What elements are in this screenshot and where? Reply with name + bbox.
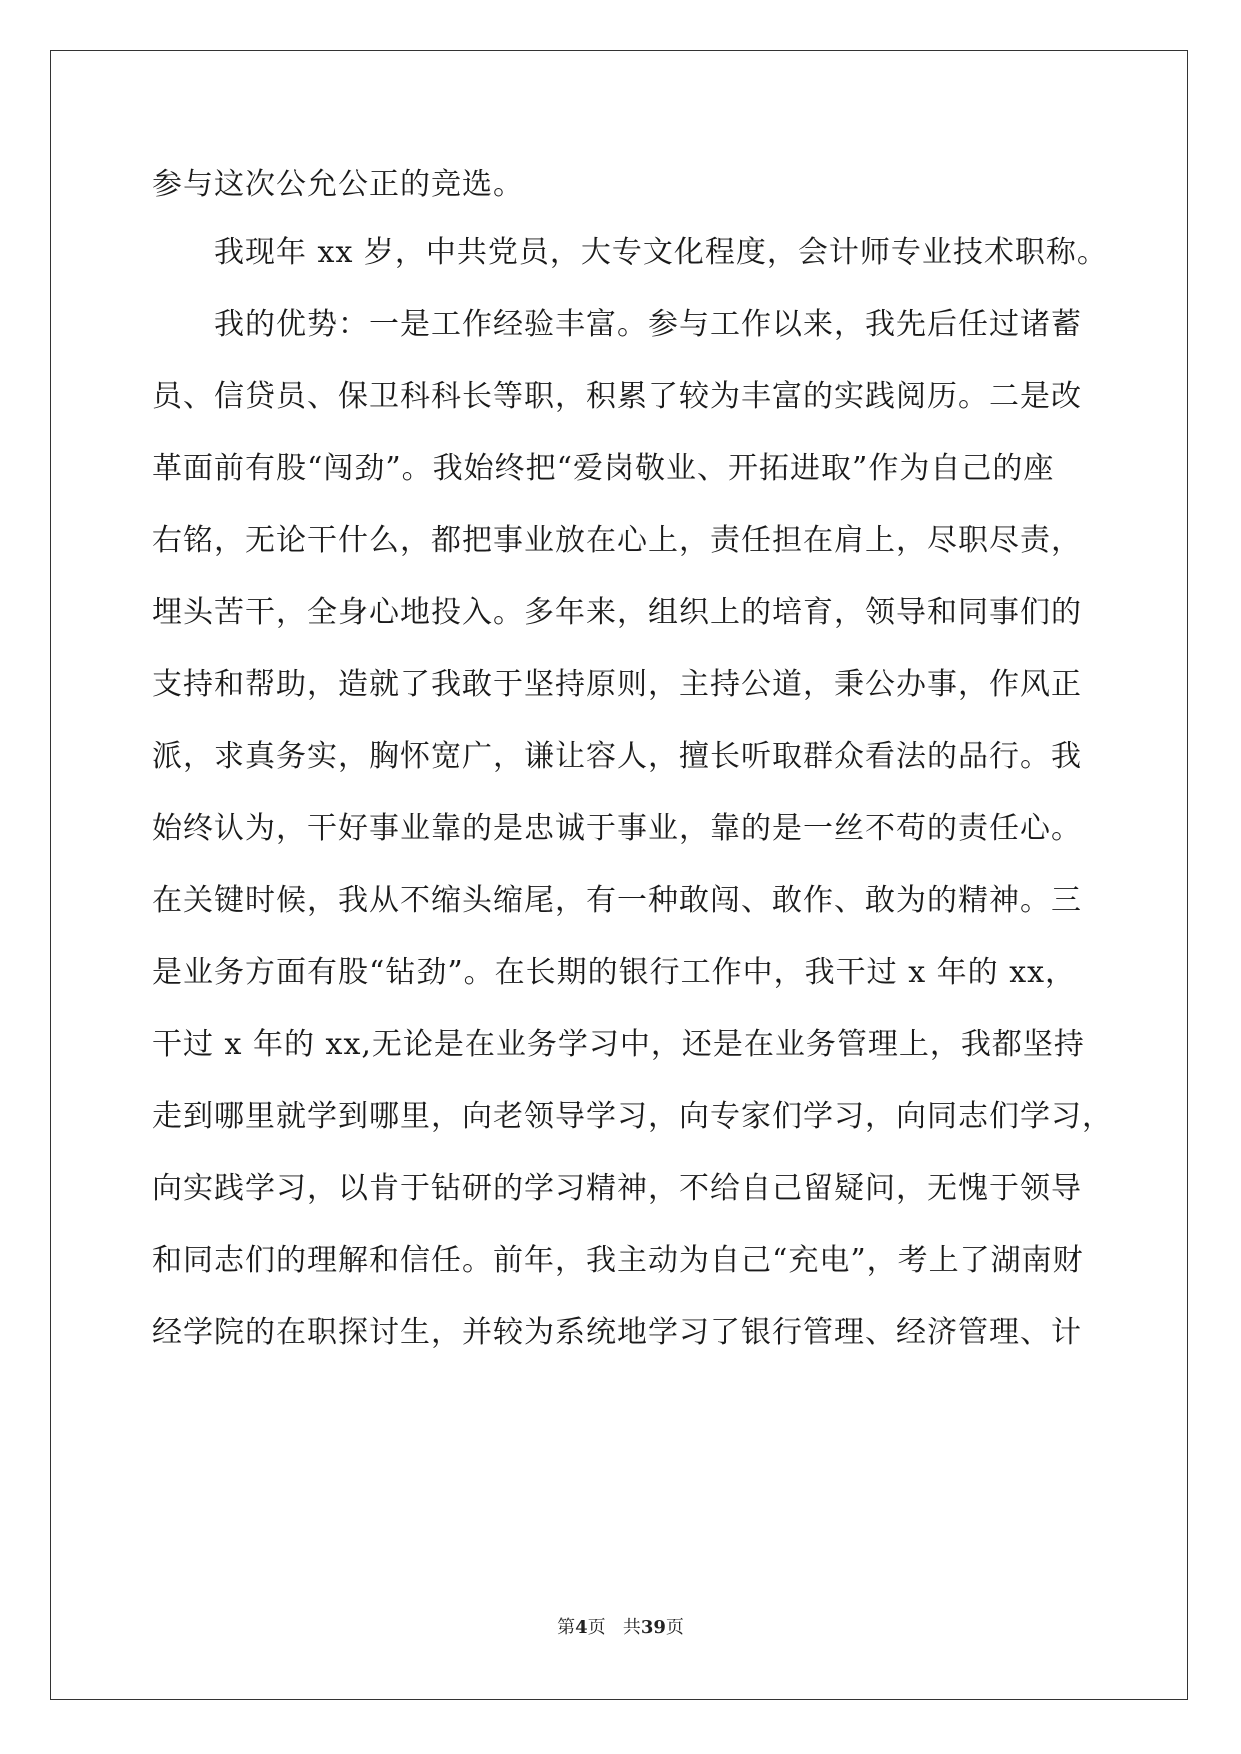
footer-page-number: 4 bbox=[575, 1617, 588, 1638]
text-line-9: 派，求真务实，胸怀宽广，谦让容人，擅长听取群众看法的品行。我 bbox=[152, 739, 1082, 774]
footer-total-prefix: 共 bbox=[622, 1617, 641, 1638]
text-line-11: 在关键时候，我从不缩头缩尾，有一种敢闯、敢作、敢为的精神。三 bbox=[152, 883, 1082, 918]
page-border bbox=[50, 50, 1188, 1700]
text-line-6: 右铭，无论干什么，都把事业放在心上，责任担在肩上，尽职尽责， bbox=[152, 523, 1082, 558]
text-line-1: 参与这次公允公正的竞选。 bbox=[152, 167, 524, 202]
text-line-13: 干过 x 年的 xx,无论是在业务学习中，还是在业务管理上，我都坚持 bbox=[152, 1027, 1085, 1062]
footer-total-unit: 页 bbox=[665, 1617, 684, 1638]
text-line-12: 是业务方面有股“钻劲”。在长期的银行工作中，我干过 x 年的 xx， bbox=[152, 955, 1077, 990]
text-line-16: 和同志们的理解和信任。前年，我主动为自己“充电”，考上了湖南财 bbox=[152, 1243, 1084, 1278]
footer-page-unit: 页 bbox=[587, 1617, 606, 1638]
text-line-14: 走到哪里就学到哪里，向老领导学习，向专家们学习，向同志们学习， bbox=[152, 1099, 1113, 1134]
footer-total-pages: 39 bbox=[640, 1617, 666, 1638]
text-line-10: 始终认为，干好事业靠的是忠诚于事业，靠的是一丝不苟的责任心。 bbox=[152, 811, 1082, 846]
text-line-4: 员、信贷员、保卫科科长等职，积累了较为丰富的实践阅历。二是改 bbox=[152, 379, 1082, 414]
text-line-7: 埋头苦干，全身心地投入。多年来，组织上的培育，领导和同事们的 bbox=[152, 595, 1082, 630]
text-line-15: 向实践学习，以肯于钻研的学习精神，不给自己留疑问，无愧于领导 bbox=[152, 1171, 1082, 1206]
text-line-2: 我现年 xx 岁，中共党员，大专文化程度，会计师专业技术职称。 bbox=[214, 235, 1108, 270]
footer-prefix: 第 bbox=[557, 1617, 576, 1638]
text-line-5: 革面前有股“闯劲”。我始终把“爱岗敬业、开拓进取”作为自己的座 bbox=[152, 451, 1055, 486]
text-line-17: 经学院的在职探讨生，并较为系统地学习了银行管理、经济管理、计 bbox=[152, 1315, 1082, 1350]
text-line-8: 支持和帮助，造就了我敢于坚持原则，主持公道，秉公办事，作风正 bbox=[152, 667, 1082, 702]
text-line-3: 我的优势：一是工作经验丰富。参与工作以来，我先后任过诸蓄 bbox=[214, 307, 1082, 342]
page-footer bbox=[0, 1616, 1241, 1640]
